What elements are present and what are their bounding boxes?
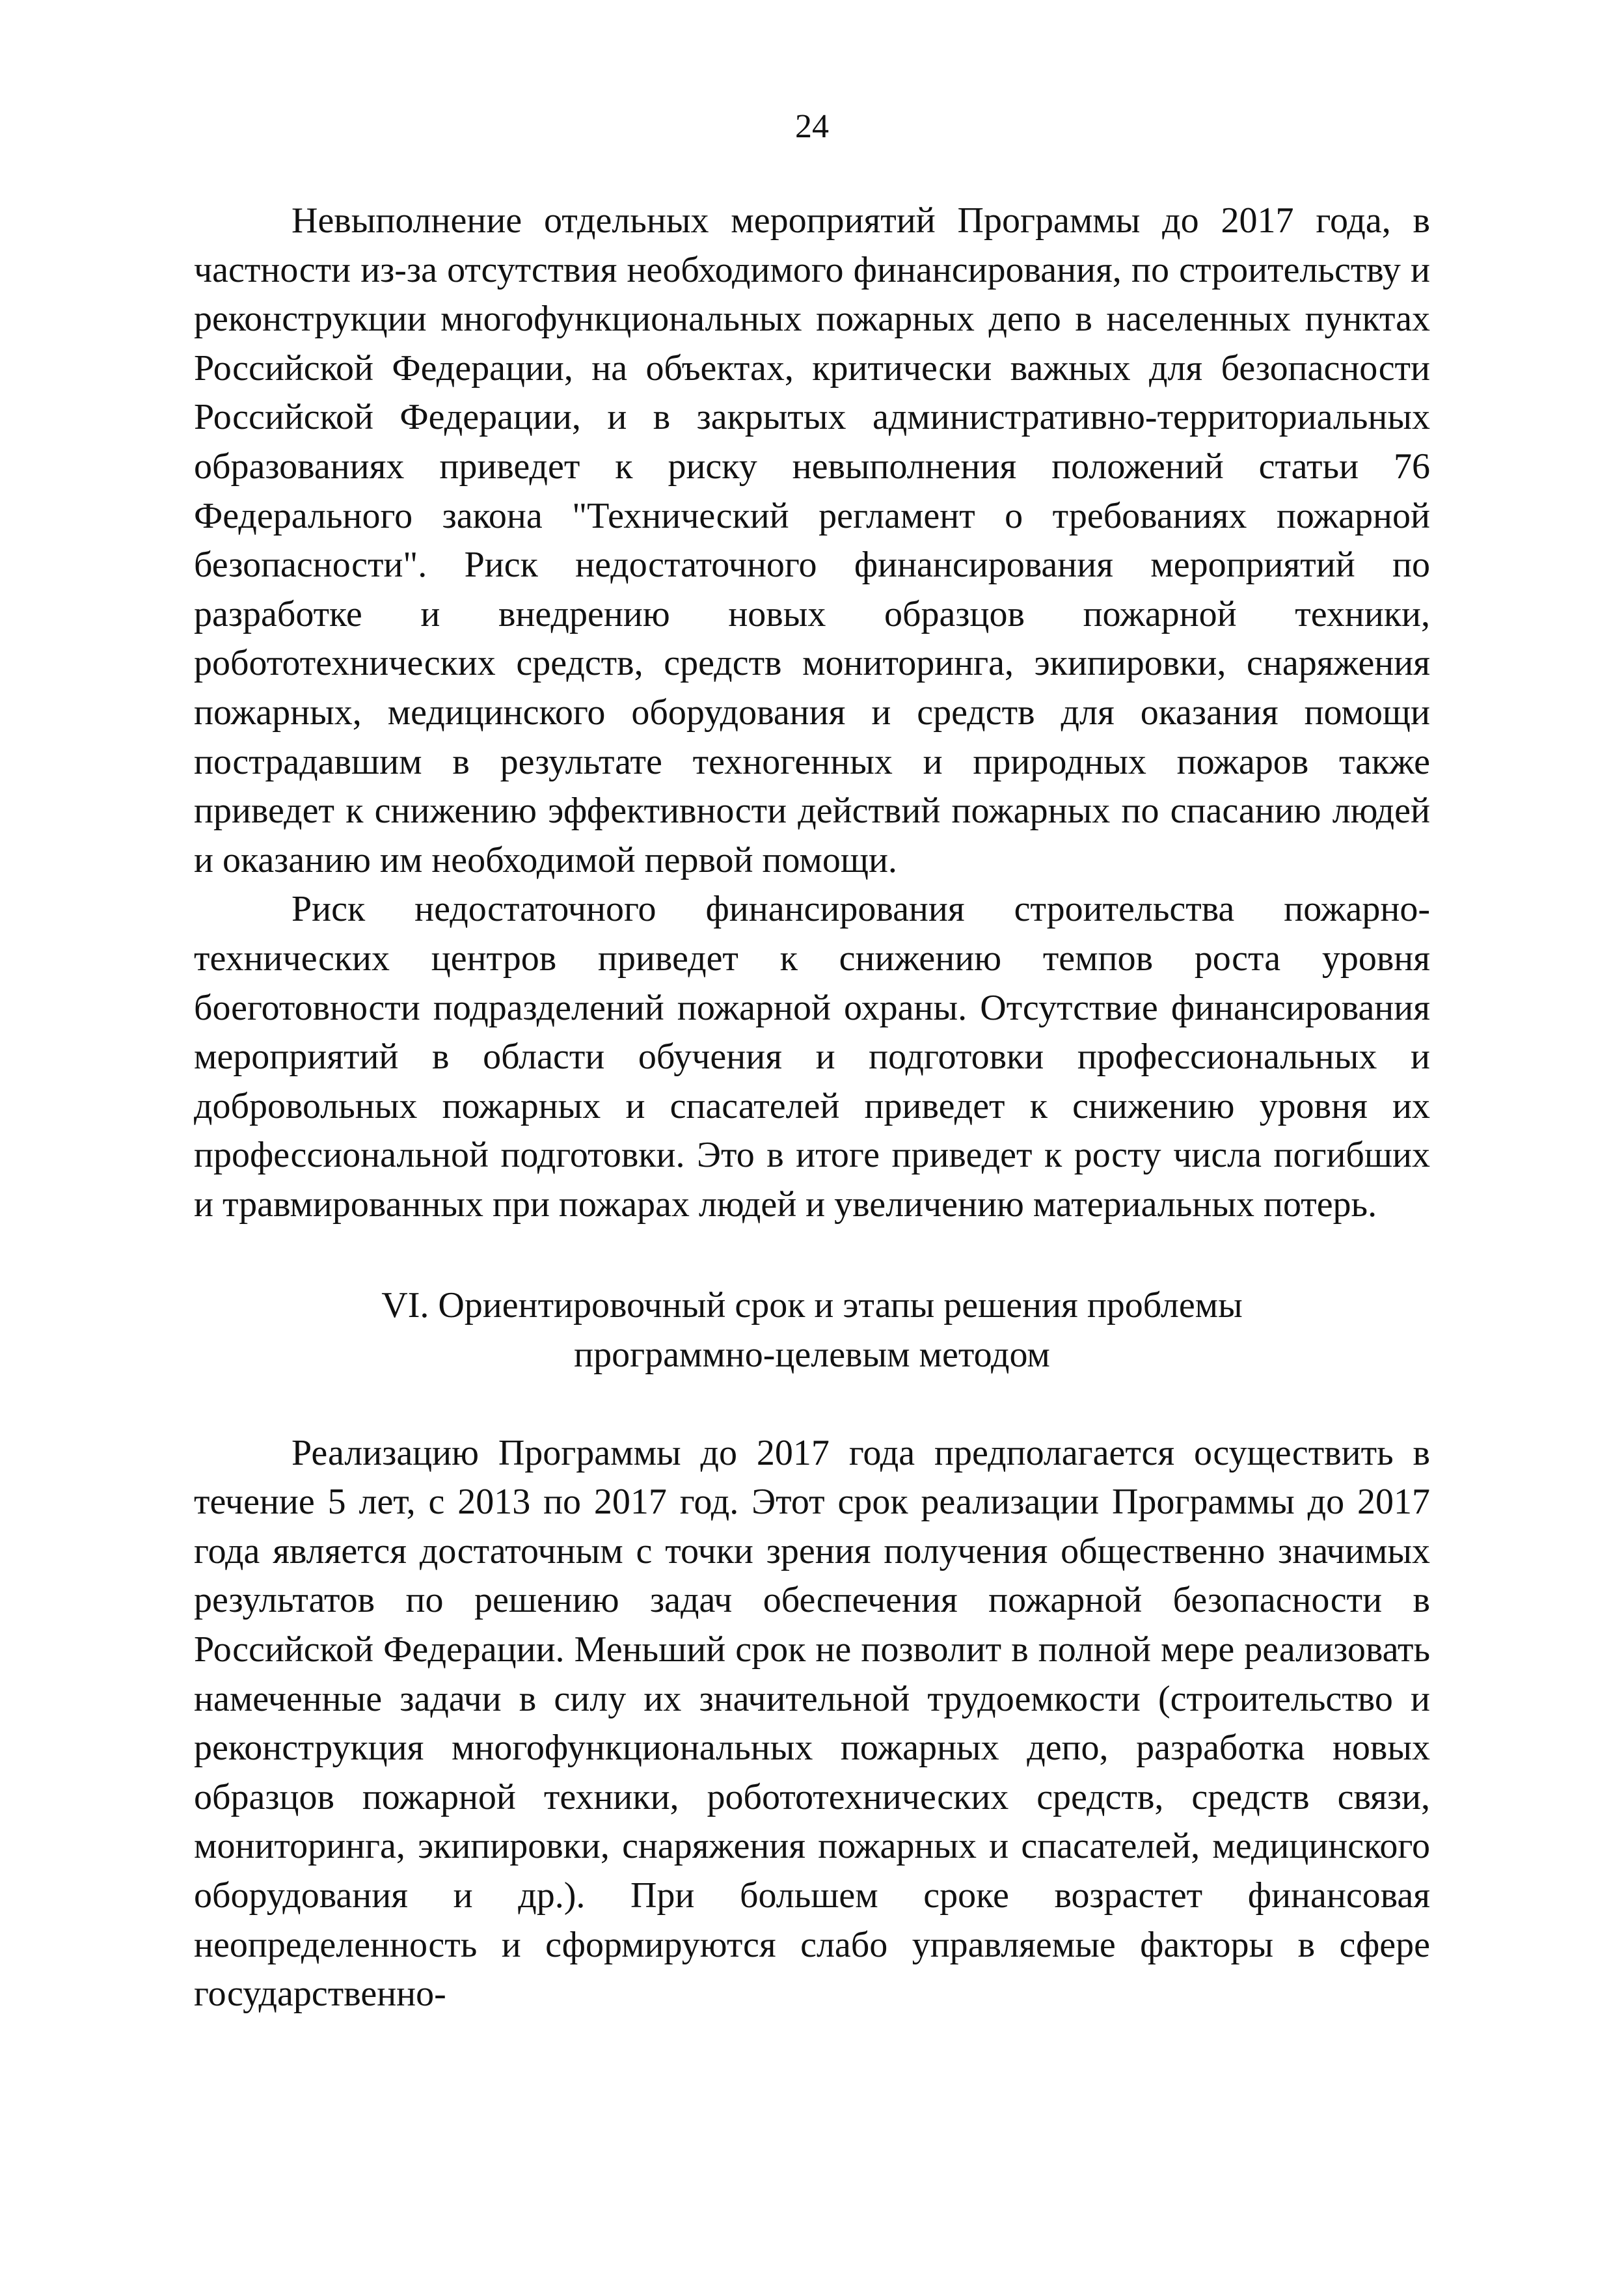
section-heading-line-2: программно-целевым методом [574,1335,1050,1376]
paragraph-training-risk: Риск недостаточного финансирования строительства пожарно-технических центров приведет к снижению темпов роста уровня боеготовности подразделений пожарной охраны. Отсутствие финансирования мероприятий в области обучения и подготовки профессиональных и добровольных пожарных и спасателей приведет к снижению уровня их профессиональной подготовки. Это в итоге приведет к росту числа погибших и травмированных при пожарах людей и увеличению материальных потерь. [194,889,1430,1225]
paragraph-implementation-term: Реализацию Программы до 2017 года предполагается осуществить в течение 5 лет, с 2013 по 2017 год. Этот срок реализации Программы до 2017 года является достаточным с точки зрения получения общественно значимых результатов по решению задач обеспечения пожарной безопасности в Российской Федерации. Меньший срок не позволит в полной мере реализовать намеченные задачи в силу их значительной трудоемкости (строительство и реконструкция многофункциональных пожарных депо, разработка новых образцов пожарной техники, робототехнических средств, средств связи, мониторинга, экипировки, снаряжения пожарных и спасателей, медицинского оборудования и др.). При большем сроке возрастет финансовая неопределенность и сформируются слабо управляемые факторы в сфере государственно- [194,1432,1430,2015]
paragraph-funding-risk: Невыполнение отдельных мероприятий Программы до 2017 года, в частности из-за отсутствия необходимого финансирования, по строительству и реконструкции многофункциональных пожарных депо в населенных пунктах Российской Федерации, на объектах, критически важных для безопасности Российской Федерации, и в закрытых административно-территориальных образованиях приведет к риску невыполнения положений статьи 76 Федерального закона "Технический регламент о требованиях пожарной безопасности". Риск недостаточного финансирования мероприятий по разработке и внедрению новых образцов пожарной техники, робототехнических средств, средств мониторинга, экипировки, снаряжения пожарных, медицинского оборудования и средств для оказания помощи пострадавшим в результате техногенных и природных пожаров также приведет к снижению эффективности действий пожарных по спасанию людей и оказанию им необходимой первой помощи. [194,200,1430,880]
page-number: 24 [795,108,829,145]
section-heading [194,1281,1430,1379]
section-heading-line-1: VI. Ориентировочный срок и этапы решения проблемы [381,1285,1243,1326]
document-body [194,197,1430,2019]
